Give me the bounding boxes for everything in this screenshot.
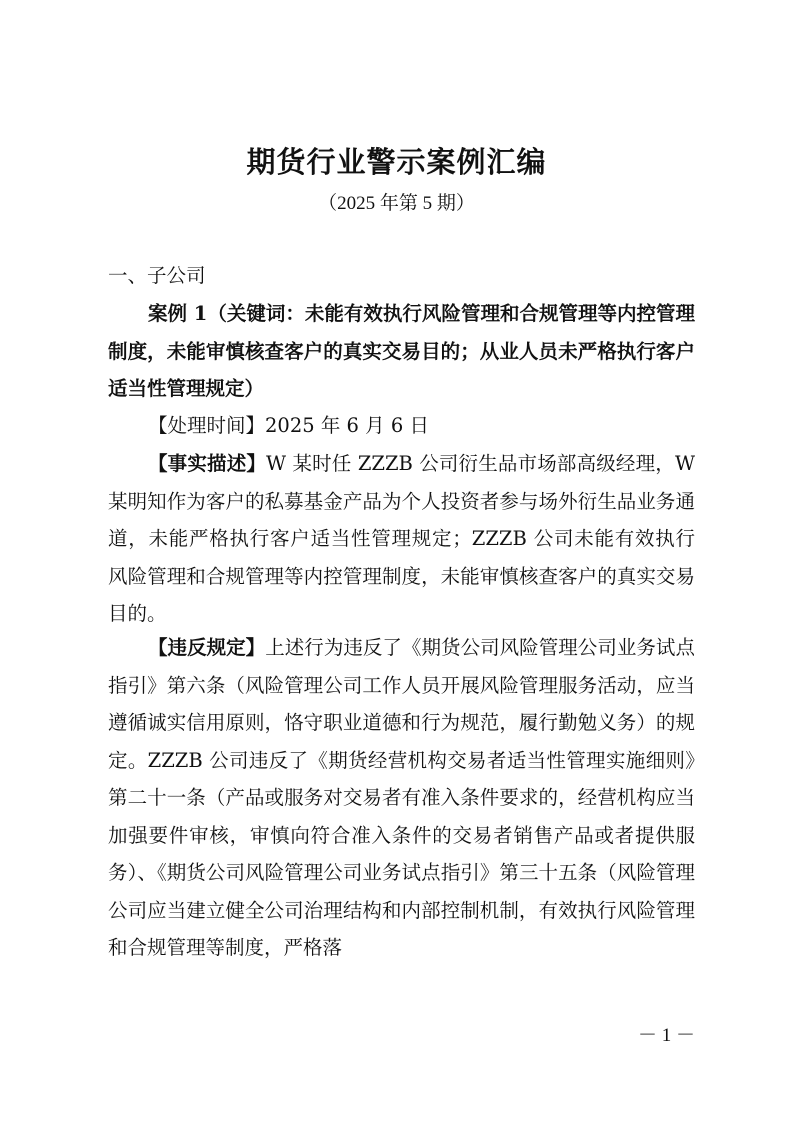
processing-time-text: 2025 年 6 月 6 日	[265, 414, 429, 437]
page-number: － 1 －	[637, 1025, 695, 1046]
section-heading: 一、子公司	[108, 264, 206, 287]
facts-label: 【事实描述】	[148, 452, 267, 475]
processing-time-label: 【处理时间】	[148, 414, 266, 437]
violations-text: 上述行为违反了《期货公司风险管理公司业务试点指引》第六条（风险管理公司工作人员开展风险管理服务活动，应当遵循诚实信用原则，恪守职业道德和行为规范，履行勤勉义务）的规定。ZZZB 公司违反了《期货经营机构交易者适当性管理实施细则》第二十一条（产品或服务对交易者有准入条件要求的，经营机构应当加强要件审核，审慎向符合准入条件的交易者销售产品或者提供服务）、《期货公司风险管理公司业务试点指引》第三十五条（风险管理公司应当建立健全公司治理结构和内部控制机制，有效执行风险管理和合规管理等制度，严格落	[108, 636, 695, 959]
case-heading: 案例 1（关键词：未能有效执行风险管理和合规管理等内控管理制度，未能审慎核查客户的真实交易目的；从业人员未严格执行客户适当性管理规定）	[108, 302, 695, 400]
processing-time-paragraph	[108, 407, 695, 445]
facts-text: W 某时任 ZZZB 公司衍生品市场部高级经理，W 某明知作为客户的私募基金产品为个人投资者参与场外衍生品业务通道，未能严格执行客户适当性管理规定；ZZZB 公司未能有效执行风险管理和合规管理等内控管理制度，未能审慎核查客户的真实交易目的。	[108, 452, 695, 625]
violations-paragraph	[108, 629, 695, 967]
document-subtitle: （2025 年第 5 期）	[318, 193, 475, 214]
document-title: 期货行业警示案例汇编	[246, 145, 547, 179]
facts-paragraph	[108, 445, 695, 633]
violations-label: 【违反规定】	[148, 636, 266, 659]
